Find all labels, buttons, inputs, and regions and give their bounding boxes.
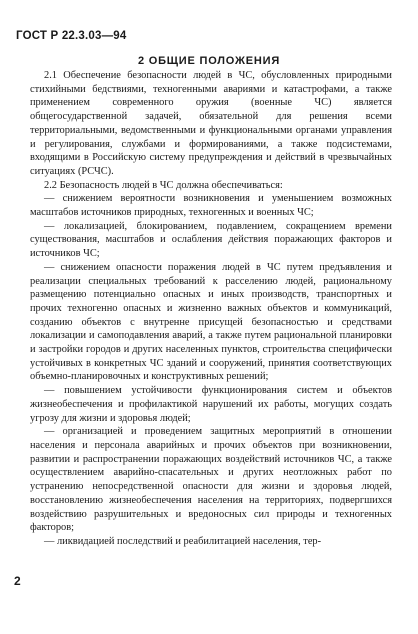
list-item: — ликвидацией последствий и реабилитацией населения, тер- <box>44 535 322 547</box>
list-item: — снижением вероятности возникновения и уменьшением возможных масштабов источников природных, техногенных и военных ЧС; <box>30 193 392 219</box>
body-text <box>30 69 392 549</box>
paragraph-2-1: 2.1 Обеспечение безопасности людей в ЧС, обусловленных природными стихийными бедствиями, техногенными авариями и катастрофами, а также применением современного оружия (военные ЧС) является общегосударственной задачей, обязательной для решения всеми территориальными, ведомственными и функциональными органами управления и регулирования, службами и формированиями, а также подсистемами, входящими в Российскую систему предупреждения и действий в чрезвычайных ситуациях (РСЧС). <box>30 70 392 177</box>
paragraph-2-2: 2.2 Безопасность людей в ЧС должна обеспечиваться: <box>44 179 283 191</box>
list-item: — организацией и проведением защитных мероприятий в отношении населения и персонала аварийных и прочих объектов при возникновении, развитии и распространении поражающих воздействий источников ЧС, а также осуществлением аварийно-спасательных и других неотложных работ по устранению непосредственной опасности для жизни и здоровья людей, восстановлению жизнеобеспечения населения на территориях, подвергшихся воздействию разрушительных и вредоносных сил природы и техногенных факторов; <box>30 426 392 534</box>
list-item: — повышением устойчивости функционирования систем и объектов жизнеобеспечения и профилактикой нарушений их работы, могущих создать угрозу для жизни и здоровья людей; <box>30 385 392 424</box>
section-title: 2 ОБЩИЕ ПОЛОЖЕНИЯ <box>137 55 281 67</box>
list-item: — снижением опасности поражения людей в ЧС путем предъявления и реализации специальных требований к расселению людей, рациональному размещению потенциально опасных и иных производств, транспортных и прочих техногенно опасных и жизненно важных объектов и коммуникаций, созданию объектов с внутренне присущей безопасностью и средствами локализации и самоподавления аварий, а также путем рациональной планировки и застройки городов и других населенных пунктов, строительства специфически устойчивых в конкретных ЧС зданий и сооружений, принятия соответствующих объемно-планировочных и конструктивных решений; <box>30 261 392 383</box>
list-item: — локализацией, блокированием, подавлением, сокращением времени существования, масштабов и ослабления действия поражающих факторов и источников ЧС; <box>30 220 392 260</box>
page-number: 2 <box>14 574 21 588</box>
document-code-header: ГОСТ Р 22.3.03—94 <box>16 30 127 42</box>
